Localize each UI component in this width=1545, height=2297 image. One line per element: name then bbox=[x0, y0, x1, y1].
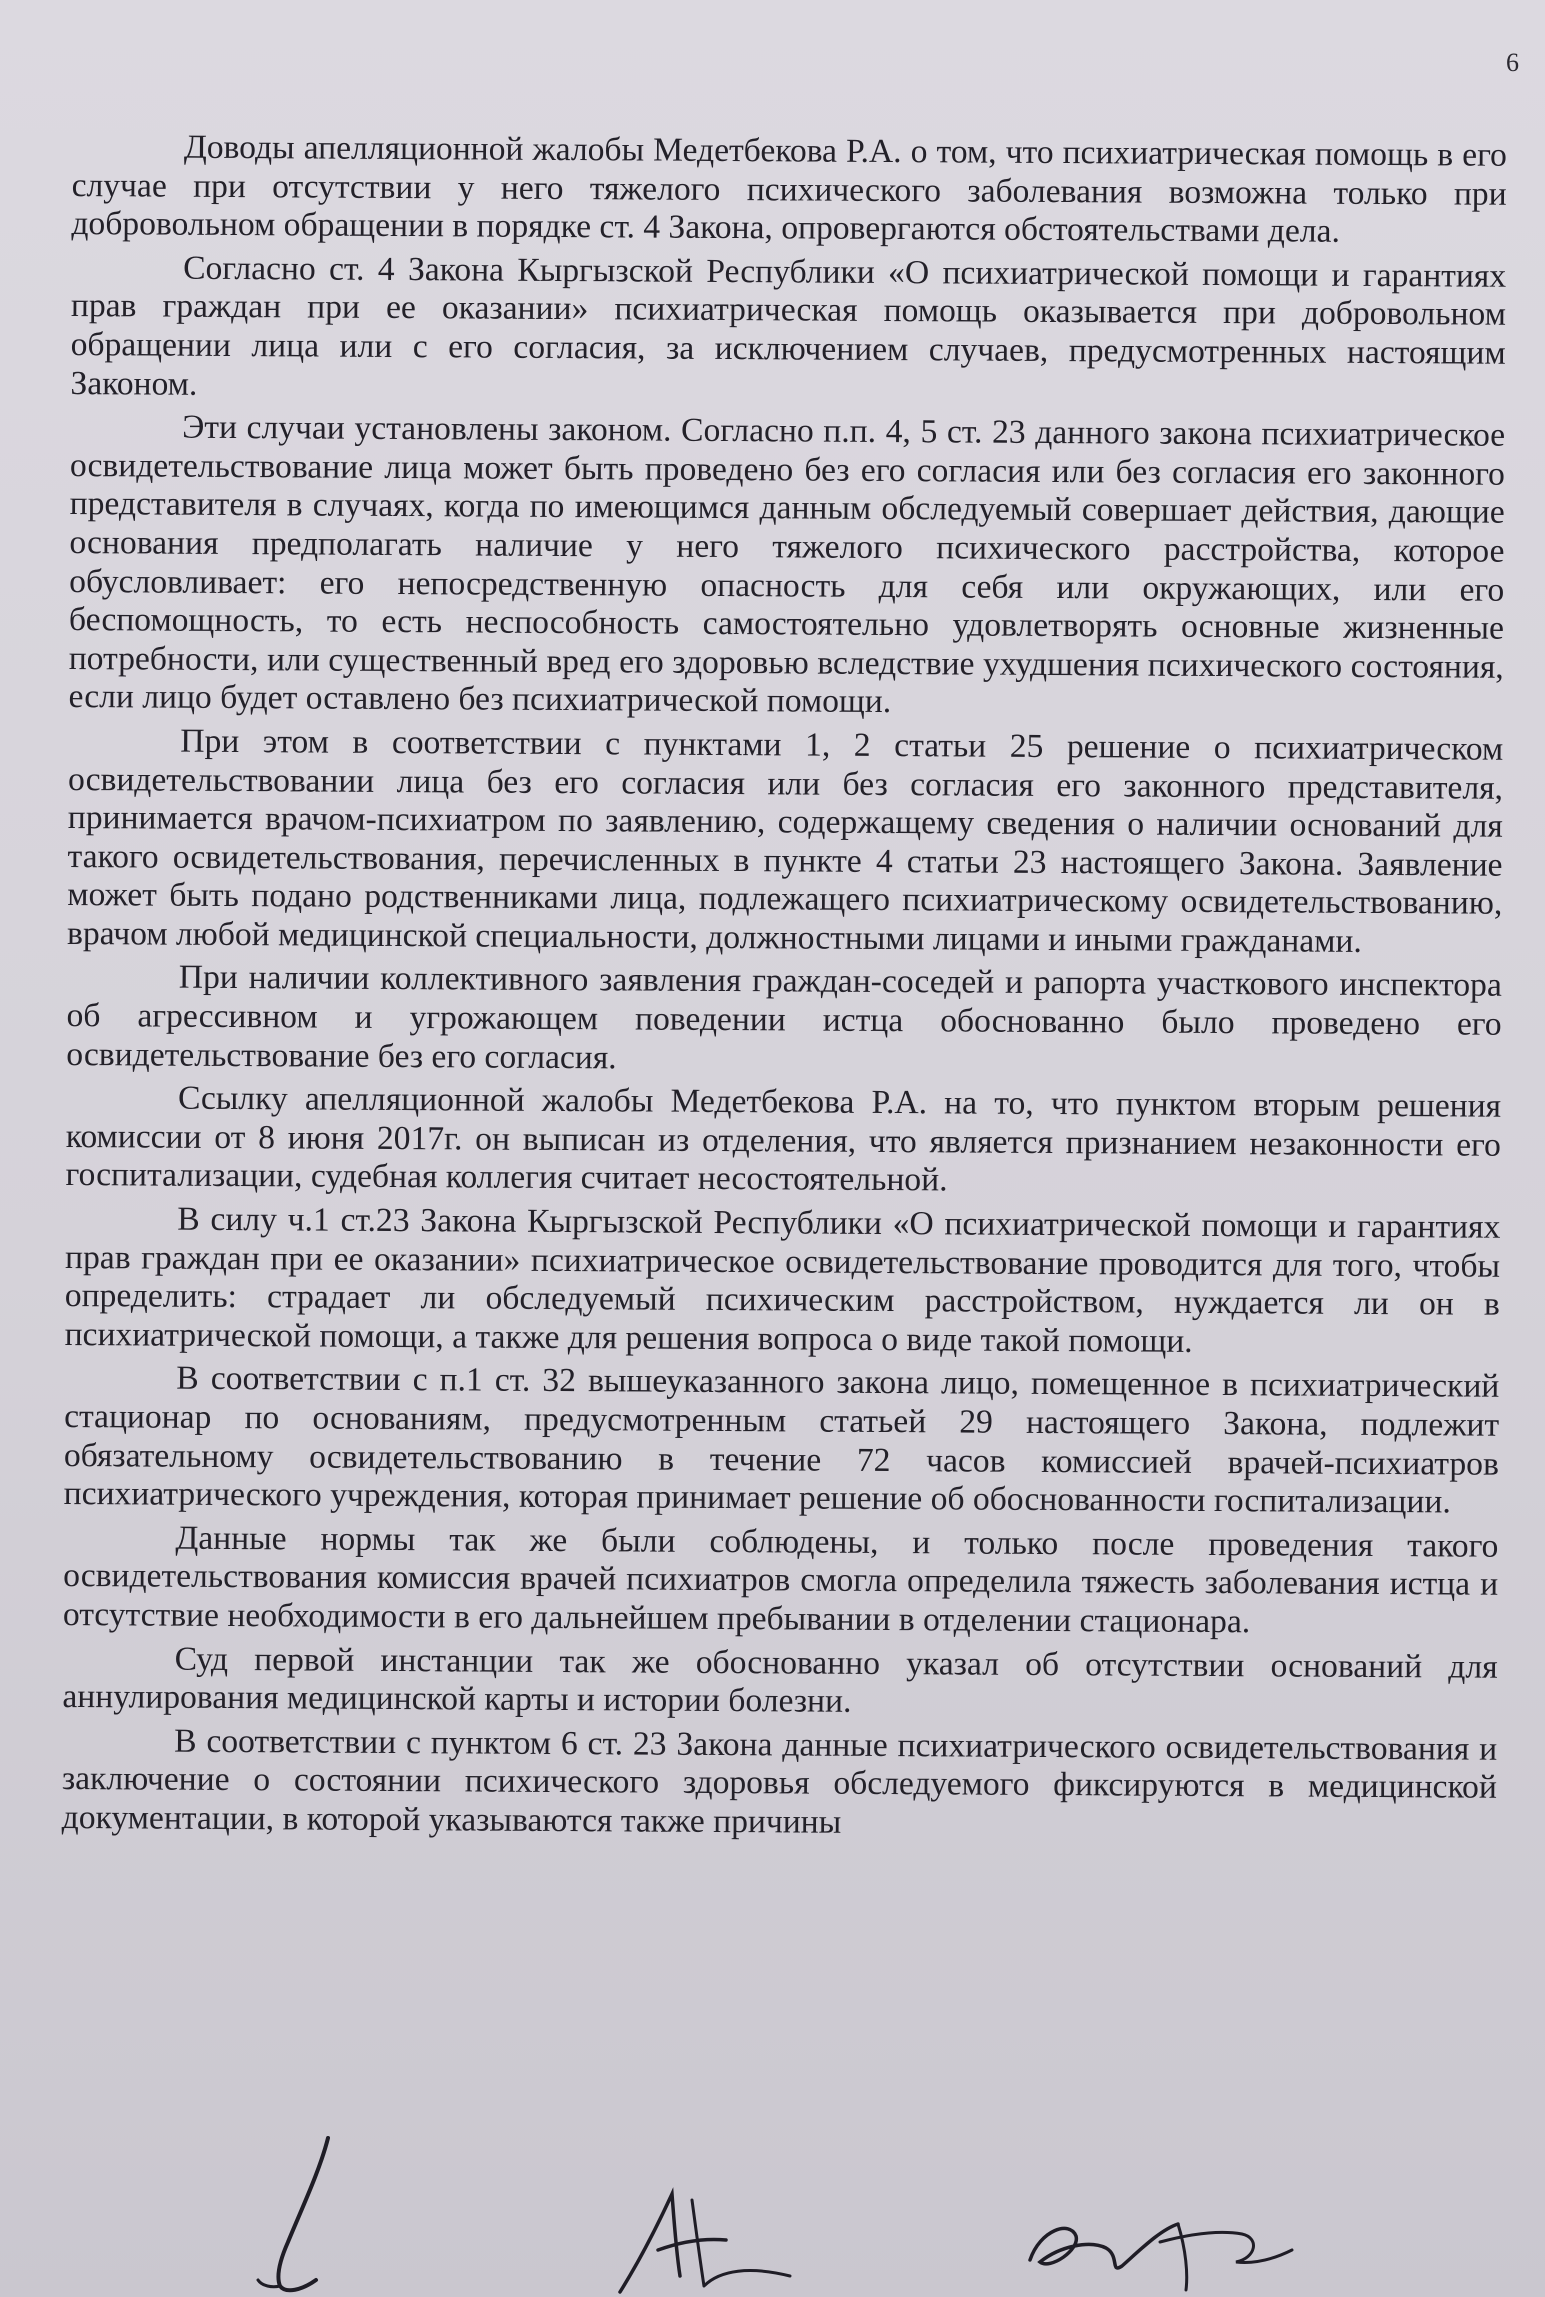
paragraph-6: Ссылку апелляционной жалобы Медетбекова Р.А. на то, что пунктом вторым решения комиссии от 8 июня 2017г. он выписан из отделения, что является признанием незаконности его госпитализации, судебная коллегия считает несостоятельной. bbox=[65, 1079, 1502, 1199]
signature-1 bbox=[250, 2130, 370, 2297]
paragraph-1: Доводы апелляционной жалобы Медетбекова Р.А. о том, что психиатрическая помощь в его случае при отсутствии у него тяжелого психического заболевания возможна только при добровольном обращении в порядке ст. 4 Закона, опровергаются обстоятельствами дела. bbox=[71, 128, 1507, 250]
paragraph-8: В соответствии с п.1 ст. 32 вышеуказанного закона лицо, помещенное в психиатрический стационар по основаниям, предусмотренным статьей 29 настоящего Закона, подлежит обязательному освидетельствованию в течение 72 часов комиссией врачей-психиатров психиатрического учреждения, которая принимает решение об обоснованности госпитализации. bbox=[63, 1360, 1500, 1521]
paragraph-7: В силу ч.1 ст.23 Закона Кыргызской Республики «О психиатрической помощи и гарантиях прав граждан при ее оказании» психиатрическое освидетельствование проводится для того, чтобы определить: страдает ли обследуемый психическим расстройством, нуждается ли он в психиатрической помощи, а также для решения вопроса о виде такой помощи. bbox=[64, 1200, 1501, 1360]
page-number: 6 bbox=[1506, 48, 1519, 77]
paragraph-10: Суд первой инстанции так же обоснованно указал об отсутствии оснований для аннулирования медицинской карты и истории болезни. bbox=[62, 1640, 1498, 1720]
signatures-area bbox=[0, 2130, 1545, 2297]
paragraph-4: При этом в соответствии с пунктами 1, 2 статьи 25 решение о психиатрическом освидетельствовании лица без его согласия или без согласия его законного представителя, принимается врачом-психиатром по заявлению, содержащему сведения о наличии оснований для такого освидетельствования, перечисленных в пункте 4 статьи 23 настоящего Закона. Заявление может быть подано родственниками лица, подлежащего психиатрическому освидетельствованию, врачом любой медицинской специальности, должностными лицами и иными гражданами. bbox=[66, 722, 1504, 960]
signature-3 bbox=[1010, 2190, 1310, 2297]
signature-2 bbox=[600, 2180, 820, 2297]
paragraph-9: Данные нормы так же были соблюдены, и только после проведения такого освидетельствования комиссия врачей психиатров смогла определила тяжесть заболевания истца и отсутствие необходимости в его дальнейшем пребывании в отделении стационара. bbox=[62, 1519, 1499, 1641]
document-body bbox=[62, 128, 1507, 1851]
paragraph-2: Согласно ст. 4 Закона Кыргызской Республики «О психиатрической помощи и гарантиях прав граждан при ее оказании» психиатрическая помощь оказывается при добровольном обращении лица или с его согласия, за исключением случаев, предусмотренных настоящим Законом. bbox=[70, 249, 1507, 403]
paragraph-11: В соответствии с пунктом 6 ст. 23 Закона данные психиатрического освидетельствования и заключение о состоянии психического здоровья обследуемого фиксируются в медицинской документации, в которой указываются также причины bbox=[61, 1722, 1498, 1841]
paragraph-5: При наличии коллективного заявления граждан-соседей и рапорта участкового инспектора об агрессивном и угрожающем поведении истца обоснованно было проведено его освидетельствование без его согласия. bbox=[66, 959, 1502, 1077]
paragraph-3: Эти случаи установлены законом. Согласно п.п. 4, 5 ст. 23 данного закона психиатрическое освидетельствование лица может быть проведено без его согласия или без согласия его законного представителя в случаях, когда по имеющимся данным обследуемый совершает действия, дающие основания предполагать наличие у него тяжелого психического расстройства, которое обусловливает: его непосредственную опасность для себя или окружающих, или его беспомощность, то есть неспособность самостоятельно удовлетворять основные жизненные потребности, или существенный вред его здоровью вследствие ухудшения психического состояния, если лицо будет оставлено без психиатрической помощи. bbox=[68, 408, 1506, 721]
